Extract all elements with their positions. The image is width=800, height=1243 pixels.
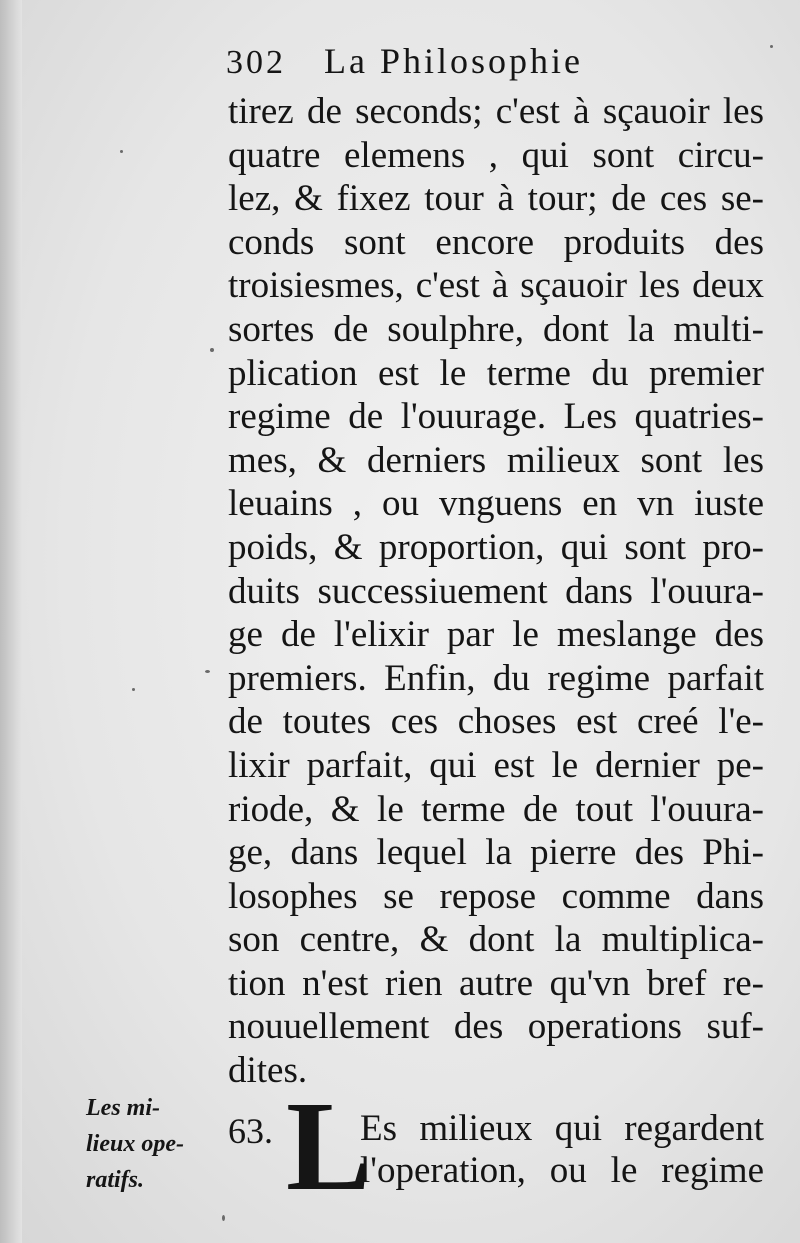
text-line: poids, & proportion, qui sont pro- — [228, 526, 764, 568]
text-line: dites. — [228, 1050, 308, 1092]
text-line: conds sont encore produits des — [228, 221, 764, 263]
text-line: de toutes ces choses est creé l'e- — [228, 701, 764, 743]
text-line: tion n'est rien autre qu'vn bref re- — [228, 962, 764, 1004]
marginal-note-line: lieux ope- — [86, 1131, 184, 1157]
text-line: sortes de soulphre, dont la multi- — [228, 308, 764, 350]
text-line: premiers. Enfin, du regime parfait — [228, 657, 764, 699]
text-line: losophes se repose comme dans — [228, 875, 764, 917]
running-header — [226, 40, 766, 82]
ink-speck — [210, 348, 214, 352]
page-gutter-shadow — [0, 0, 22, 1243]
marginal-note-line: ratifs. — [86, 1167, 145, 1193]
text-line: regime de l'ouurage. Les quatries- — [228, 396, 764, 438]
page-number: 302 — [226, 44, 286, 81]
paragraph-text — [360, 1108, 764, 1192]
text-line: riode, & le terme de tout l'ouura- — [228, 788, 764, 830]
text-line: ge de l'elixir par le meslange des — [228, 614, 764, 656]
drop-capital: L — [286, 1075, 372, 1217]
text-line: son centre, & dont la multiplica- — [228, 919, 764, 961]
text-line: l'operation, ou le regime — [360, 1150, 764, 1191]
ink-speck — [770, 45, 773, 48]
text-line: mes, & derniers milieux sont les — [228, 439, 764, 481]
text-line: plication est le terme du premier — [228, 352, 764, 394]
marginal-note-line: Les mi- — [86, 1095, 160, 1121]
text-line: lez, & fixez tour à tour; de ces se- — [228, 178, 764, 220]
ink-speck — [120, 150, 123, 153]
text-line: troisiesmes, c'est à sçauoir les deux — [228, 265, 764, 307]
text-line: quatre elemens , qui sont circu- — [228, 134, 764, 176]
text-line: ge, dans lequel la pierre des Phi- — [228, 832, 764, 874]
text-line: Es milieux qui regardent — [360, 1108, 764, 1149]
text-line: leuains , ou vnguens en vn iuste — [228, 483, 764, 525]
paragraph-number: 63. — [228, 1111, 273, 1151]
running-title: La Philosophie — [324, 41, 583, 81]
text-line: lixir parfait, qui est le dernier pe- — [228, 744, 764, 786]
ink-speck — [205, 670, 210, 673]
ink-speck — [132, 688, 135, 691]
text-line: tirez de seconds; c'est à sçauoir les — [228, 91, 764, 132]
body-text — [228, 90, 764, 1093]
marginal-note — [86, 1090, 216, 1198]
text-line: duits successiuement dans l'ouura- — [228, 570, 764, 612]
ink-speck — [222, 1215, 225, 1221]
text-line: nouuellement des operations suf- — [228, 1006, 764, 1048]
